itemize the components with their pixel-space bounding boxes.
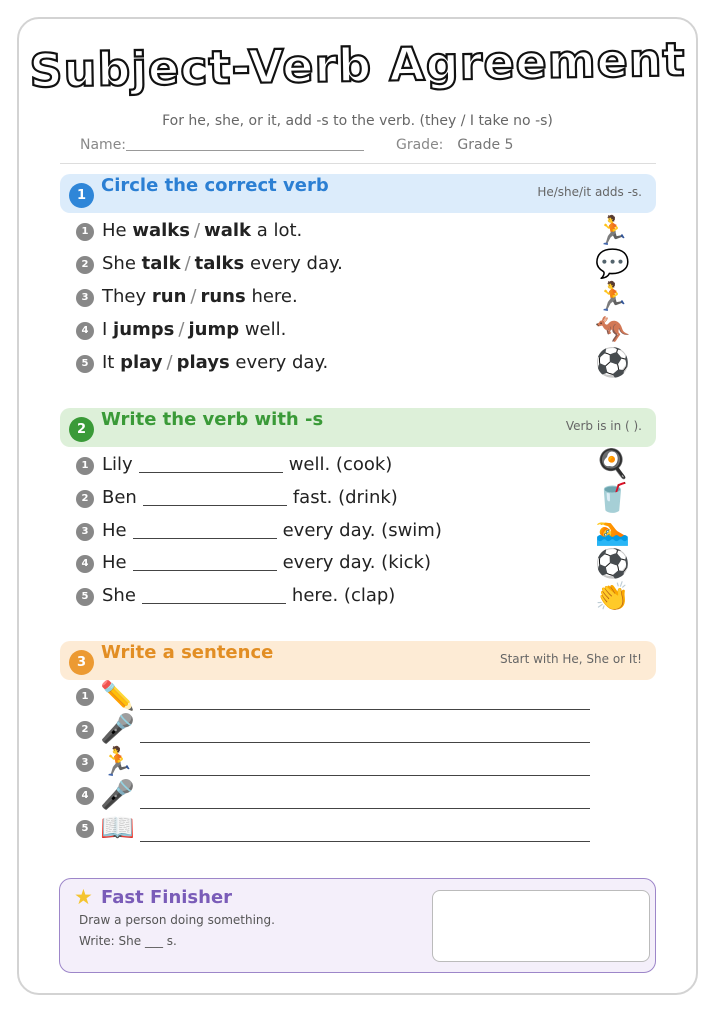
item-number: 1 (76, 457, 94, 475)
sentence-line[interactable] (140, 775, 590, 776)
sentence-end: every day. (235, 352, 329, 373)
runner-icon: 🏃 (595, 214, 630, 247)
pencil-icon: ✏️ (100, 679, 135, 712)
swimmer-icon: 🏊 (595, 514, 630, 547)
sentence-end: here. (clap) (291, 585, 396, 606)
section-2-header (60, 408, 656, 447)
sentence-end: every day. (249, 253, 343, 274)
grade-label: Grade: (396, 137, 444, 153)
slash-separator: / (178, 319, 185, 340)
verb-option[interactable]: play (120, 352, 163, 373)
sentence-end: well. (cook) (288, 454, 393, 475)
subject: She (102, 585, 136, 606)
item-number: 5 (76, 820, 94, 838)
name-field[interactable] (126, 137, 364, 151)
verb-option[interactable]: talks (194, 253, 245, 274)
soccer-ball-icon: ⚽ (595, 547, 630, 580)
answer-blank[interactable] (139, 455, 283, 473)
kangaroo-icon: 🦘 (595, 313, 630, 346)
sentence-end: a lot. (256, 220, 303, 241)
list-item (76, 253, 343, 279)
verb-option[interactable]: plays (176, 352, 230, 373)
subject: It (102, 352, 115, 373)
page-title: Subject-Verb Agreement (28, 32, 686, 98)
sentence-end: every day. (swim) (282, 520, 442, 541)
name-row (80, 137, 364, 153)
subject: Lily (102, 454, 133, 475)
section-3-header (60, 641, 656, 680)
slash-separator: / (190, 286, 197, 307)
subject: Ben (102, 487, 137, 508)
section-number-badge: 3 (69, 650, 94, 675)
section-note: Verb is in ( ). (565, 419, 642, 433)
list-item (76, 487, 398, 513)
fast-finisher-instruction: Draw a person doing something. (79, 913, 275, 927)
slash-separator: / (193, 220, 201, 241)
section-number-badge: 1 (69, 183, 94, 208)
sentence-line[interactable] (140, 841, 590, 842)
item-number: 5 (76, 355, 94, 373)
speech-bubble-icon: 💬 (595, 247, 630, 280)
sentence-row (76, 712, 596, 747)
header-divider (60, 163, 656, 164)
sentence-line[interactable] (140, 709, 590, 710)
drawing-box[interactable] (432, 890, 650, 962)
section-title: Write the verb with -s (101, 409, 324, 430)
slash-separator: / (166, 352, 173, 373)
name-label: Name: (80, 137, 127, 153)
sentence-end: well. (244, 319, 287, 340)
list-item (76, 552, 431, 578)
runner-icon: 🏃 (100, 745, 135, 778)
fast-finisher-prompt: Write: She ___ s. (79, 934, 177, 948)
clapping-hands-icon: 👏 (595, 580, 630, 613)
section-number-badge: 2 (69, 417, 94, 442)
item-number: 1 (76, 223, 94, 241)
star-icon: ★ (74, 885, 93, 909)
sentence-row (76, 679, 596, 714)
verb-option[interactable]: run (151, 286, 187, 307)
section-title: Circle the correct verb (101, 175, 329, 196)
item-number: 2 (76, 490, 94, 508)
sentence-row (76, 811, 596, 846)
subject: He (102, 520, 127, 541)
list-item (76, 585, 395, 611)
sentence-line[interactable] (140, 808, 590, 809)
sentence-end: every day. (kick) (282, 552, 431, 573)
item-number: 4 (76, 322, 94, 340)
list-item (76, 520, 442, 546)
frying-pan-icon: 🍳 (595, 447, 630, 480)
list-item (76, 220, 302, 246)
list-item (76, 286, 298, 312)
fast-finisher-title: Fast Finisher (101, 887, 233, 908)
book-icon: 📖 (100, 811, 135, 844)
answer-blank[interactable] (143, 488, 287, 506)
item-number: 4 (76, 787, 94, 805)
subtitle: For he, she, or it, add -s to the verb. (they / I take no -s) (162, 113, 553, 129)
answer-blank[interactable] (142, 586, 286, 604)
verb-option[interactable]: walks (132, 220, 190, 241)
answer-blank[interactable] (133, 521, 277, 539)
sentence-end: fast. (drink) (292, 487, 398, 508)
item-number: 1 (76, 688, 94, 706)
verb-option[interactable]: runs (200, 286, 246, 307)
section-1-header (60, 174, 656, 213)
microphone-icon: 🎤 (100, 712, 135, 745)
item-number: 3 (76, 523, 94, 541)
runner-icon: 🏃 (595, 280, 630, 313)
section-note: Start with He, She or It! (499, 652, 642, 666)
list-item (76, 352, 328, 378)
item-number: 2 (76, 721, 94, 739)
subject: They (102, 286, 147, 307)
subject: I (102, 319, 108, 340)
list-item (76, 319, 286, 345)
list-item (76, 454, 392, 480)
grade-row (396, 137, 513, 153)
item-number: 2 (76, 256, 94, 274)
sentence-row (76, 745, 596, 780)
sentence-end: here. (251, 286, 298, 307)
fast-finisher-box (59, 878, 656, 973)
item-number: 3 (76, 754, 94, 772)
soccer-ball-icon: ⚽ (595, 346, 630, 379)
verb-option[interactable]: jumps (113, 319, 175, 340)
sentence-row (76, 778, 596, 813)
drink-cup-icon: 🥤 (595, 481, 630, 514)
verb-option[interactable]: jump (188, 319, 240, 340)
slash-separator: / (184, 253, 191, 274)
subject: He (102, 220, 127, 241)
section-note: He/she/it adds -s. (537, 185, 642, 199)
subject: She (102, 253, 136, 274)
item-number: 3 (76, 289, 94, 307)
verb-option[interactable]: walk (204, 220, 251, 241)
item-number: 4 (76, 555, 94, 573)
answer-blank[interactable] (133, 553, 277, 571)
section-title: Write a sentence (101, 642, 274, 663)
grade-value: Grade 5 (457, 137, 514, 153)
subject: He (102, 552, 127, 573)
sentence-line[interactable] (140, 742, 590, 743)
verb-option[interactable]: talk (141, 253, 181, 274)
item-number: 5 (76, 588, 94, 606)
microphone-icon: 🎤 (100, 778, 135, 811)
